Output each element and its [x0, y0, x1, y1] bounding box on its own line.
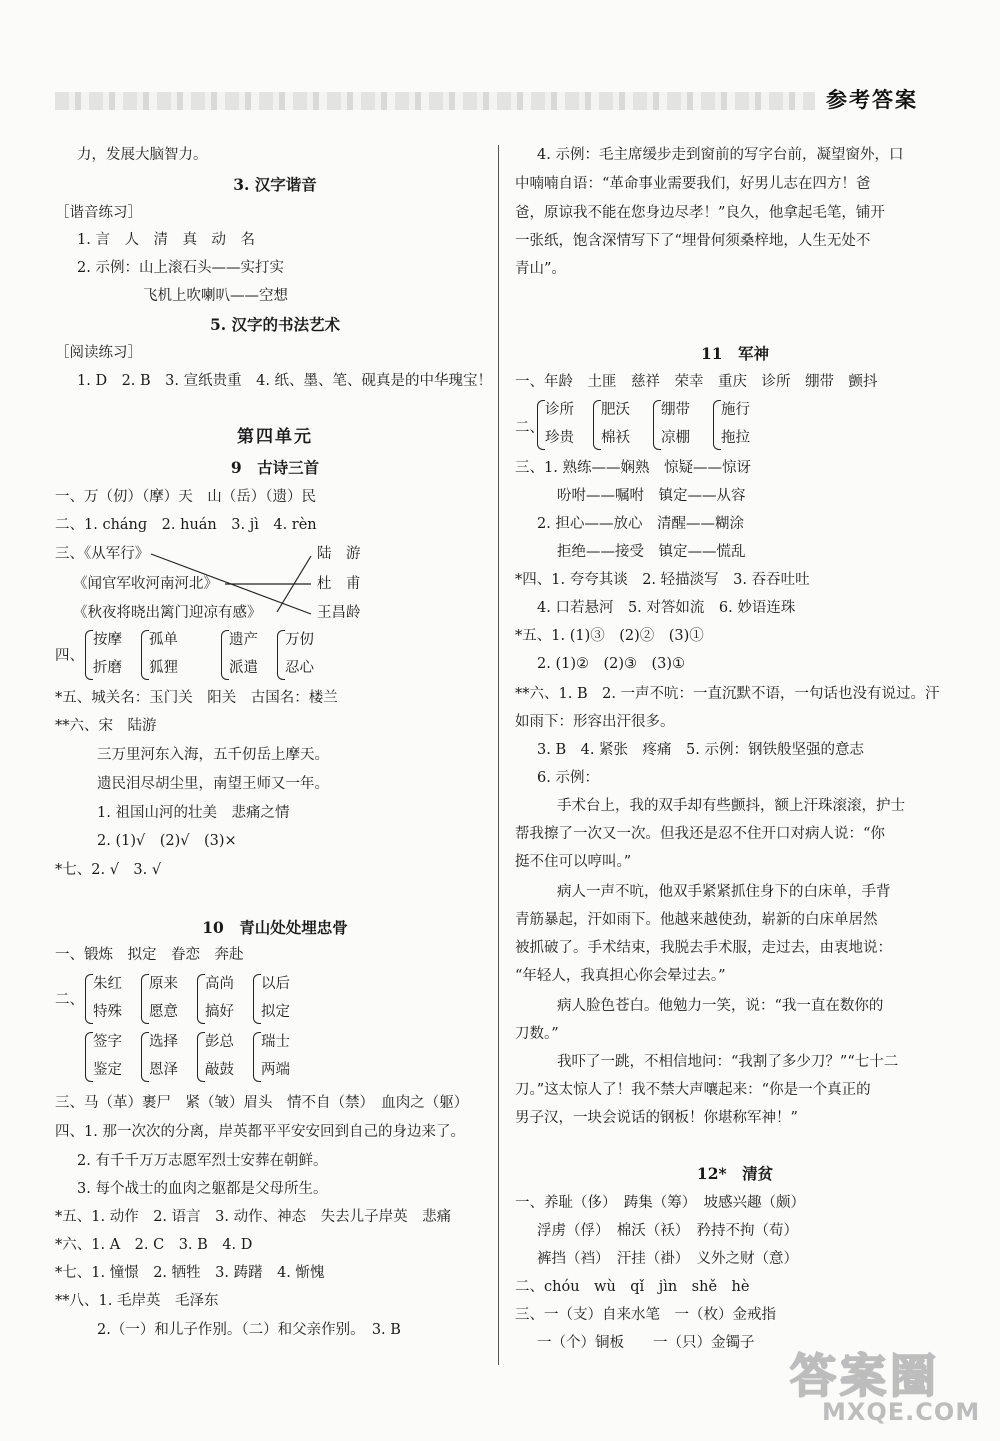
watermark-url: MXQE.COM [822, 1398, 981, 1426]
text-line: 2. (1)② (2)③ (3)① [537, 656, 686, 672]
text-line: 一张纸，饱含深情写下了“埋骨何须桑梓地，人生无处不 [515, 233, 871, 249]
match-right-item: 陆 游 [317, 546, 361, 562]
section-heading: 5. 汉字的书法艺术 [209, 315, 341, 334]
text-line: 一、锻炼 拟定 眷恋 奔赴 [55, 947, 244, 963]
text-line: **六、宋 陆游 [55, 718, 157, 734]
text-line: 吩咐——嘱咐 镇定——从容 [557, 488, 746, 504]
text-line: 浮虏（俘） 棉沃（袄） 矜持不拘（苟） [537, 1223, 798, 1239]
text-line: *七、1. 憧憬 2. 牺牲 3. 踌躇 4. 惭愧 [55, 1265, 325, 1281]
text-line: 四、1. 那一次次的分离，岸英都平平安安回到自己的身边来了。 [55, 1124, 465, 1140]
text-line: **六、1. B 2. 一声不吭：一直沉默不语，一句话也没有说过。汗 [515, 686, 940, 702]
text-line: 4. 口若悬河 5. 对答如流 6. 妙语连珠 [537, 600, 796, 616]
text-line: 二、1. chánɡ 2. huán 3. jì 4. rèn [55, 517, 317, 533]
text-line: 力，发展大脑智力。 [77, 147, 208, 163]
text-line: 挺不住可以哼叫。” [515, 854, 632, 870]
text-line: 三、1. 熟练——娴熟 惊疑——惊讶 [515, 460, 751, 476]
text-line: *六、1. A 2. C 3. B 4. D [55, 1237, 253, 1253]
lesson-heading: 11 军神 [700, 344, 770, 363]
text-line: 青筋暴起，汗如雨下。他越来越使劲，崭新的白床单居然 [515, 912, 878, 928]
lesson-heading: 10 青山处处埋忠骨 [202, 918, 348, 937]
text-line: 2. 担心——放心 清醒——糊涂 [537, 516, 744, 532]
text-line: 男子汉，一块会说话的钢板！你堪称军神！” [515, 1110, 798, 1126]
exercise-label: ［谐音练习］ [55, 205, 142, 221]
text-line: 飞机上吹喇叭——空想 [143, 288, 288, 304]
watermark-logo [790, 1340, 981, 1426]
text-line: 手术台上，我的双手却有些颤抖，额上汗珠滚滚，护士 [557, 798, 905, 814]
text-line: 病人一声不吭，他双手紧紧抓住身下的白床单，手背 [557, 884, 891, 900]
text-line: *四、1. 夸夸其谈 2. 轻描淡写 3. 吞吞吐吐 [515, 572, 810, 588]
page-title: 参考答案 [826, 88, 918, 112]
lesson-heading: 9 古诗三首 [230, 458, 320, 477]
text-line: 二、 [515, 420, 544, 436]
text-line: 2. 有千千万万志愿军烈士安葬在朝鲜。 [77, 1153, 328, 1169]
text-line: *五、城关名：玉门关 阳关 古国名：楼兰 [55, 690, 338, 706]
text-line: 1. 言 人 清 真 动 名 [77, 232, 255, 248]
watermark-text: 答案圈 [790, 1349, 940, 1403]
text-line: 拒绝——接受 镇定——慌乱 [557, 544, 746, 560]
matching-lines [55, 0, 495, 700]
text-line: 四、 [55, 648, 84, 664]
text-line: 2. 示例：山上滚石头——实打实 [77, 260, 284, 276]
text-line: 一（个）铜板 一（只）金镯子 [537, 1335, 755, 1351]
text-line: 中喃喃自语：“革命事业需要我们，好男儿志在四方！爸 [515, 176, 871, 192]
match-left-item: 《闻官军收河南河北》 [73, 576, 218, 592]
match-right-item: 王昌龄 [317, 605, 361, 621]
text-line: 遗民泪尽胡尘里，南望王师又一年。 [97, 776, 329, 792]
text-line: 二、chóu wù qǐ jìn shě hè [515, 1279, 750, 1295]
text-line: 刀。”这太惊人了！我不禁大声嚷起来：“你是一个真正的 [515, 1082, 871, 1098]
match-right-item: 杜 甫 [317, 576, 361, 592]
text-line: 裤挡（裆） 汗挂（褂） 义外之财（意） [537, 1251, 798, 1267]
text-line: *五、1. (1)③ (2)② (3)① [515, 628, 704, 644]
text-line: *七、2. √ 3. √ [55, 862, 162, 878]
text-line: “年轻人，我真担心你会晕过去。” [515, 968, 726, 984]
text-line: 三、一（支）自来水笔 一（枚）金戒指 [515, 1307, 776, 1323]
text-line: 青山”。 [515, 261, 566, 277]
text-line: 3. 每个战士的血肉之躯都是父母所生。 [77, 1181, 328, 1197]
match-left-item: 《秋夜将晓出篱门迎凉有感》 [73, 605, 262, 621]
column-divider [498, 145, 499, 1365]
text-line: 一、年龄 土匪 慈祥 荣幸 重庆 诊所 绷带 颤抖 [515, 374, 878, 390]
text-line: 爸，原谅我不能在您身边尽孝！”良久，他拿起毛笔，铺开 [515, 205, 885, 221]
text-line: 二、 [55, 992, 84, 1008]
text-line: 1. D 2. B 3. 宣纸贵重 4. 纸、墨、笔、砚真是的中华瑰宝！ [77, 373, 493, 389]
text-line: 一、万（仞）（摩）天 山（岳）（遗）民 [55, 489, 316, 505]
exercise-label: ［阅读练习］ [55, 345, 142, 361]
section-heading: 3. 汉字谐音 [233, 175, 317, 194]
text-line: 我吓了一跳，不相信地问：“我割了多少刀？”“七十二 [557, 1054, 899, 1070]
text-line: 三、马（革）裹尸 紧（皱）眉头 情不自（禁） 血肉之（躯） [55, 1095, 469, 1111]
lesson-heading: 12* 清贫 [696, 1164, 774, 1183]
text-line: 帮我擦了一次又一次。但我还是忍不住开口对病人说：“你 [515, 826, 885, 842]
text-line: 一、养耻（侈） 踌集（筹） 坡感兴趣（颇） [515, 1195, 805, 1211]
match-left-item: 三、《从军行》 [55, 546, 150, 562]
text-line: 被抓破了。手术结束，我脱去手术服，走过去，由衷地说： [515, 940, 892, 956]
text-line: **八、1. 毛岸英 毛泽东 [55, 1293, 219, 1309]
text-line: 三万里河东入海，五千仞岳上摩天。 [97, 747, 329, 763]
text-line: 刀数。” [515, 1026, 559, 1042]
text-line: 1. 祖国山河的壮美 悲痛之情 [97, 805, 290, 821]
text-line: 2. (1)√ (2)√ (3)× [97, 833, 237, 849]
text-line: 如雨下：形容出汗很多。 [515, 714, 675, 730]
text-line: 3. B 4. 紧张 疼痛 5. 示例：钢铁般坚强的意志 [537, 742, 864, 758]
text-line: 2.（一）和儿子作别。（二）和父亲作别。 3. B [97, 1322, 401, 1338]
text-line: 6. 示例： [537, 770, 599, 786]
unit-heading: 第四单元 [237, 427, 313, 447]
text-line: 病人脸色苍白。他勉力一笑，说：“我一直在数你的 [557, 998, 884, 1014]
text-line: 4. 示例：毛主席缓步走到窗前的写字台前，凝望窗外，口 [537, 147, 904, 163]
text-line: *五、1. 动作 2. 语言 3. 动作、神态 失去儿子岸英 悲痛 [55, 1209, 452, 1225]
